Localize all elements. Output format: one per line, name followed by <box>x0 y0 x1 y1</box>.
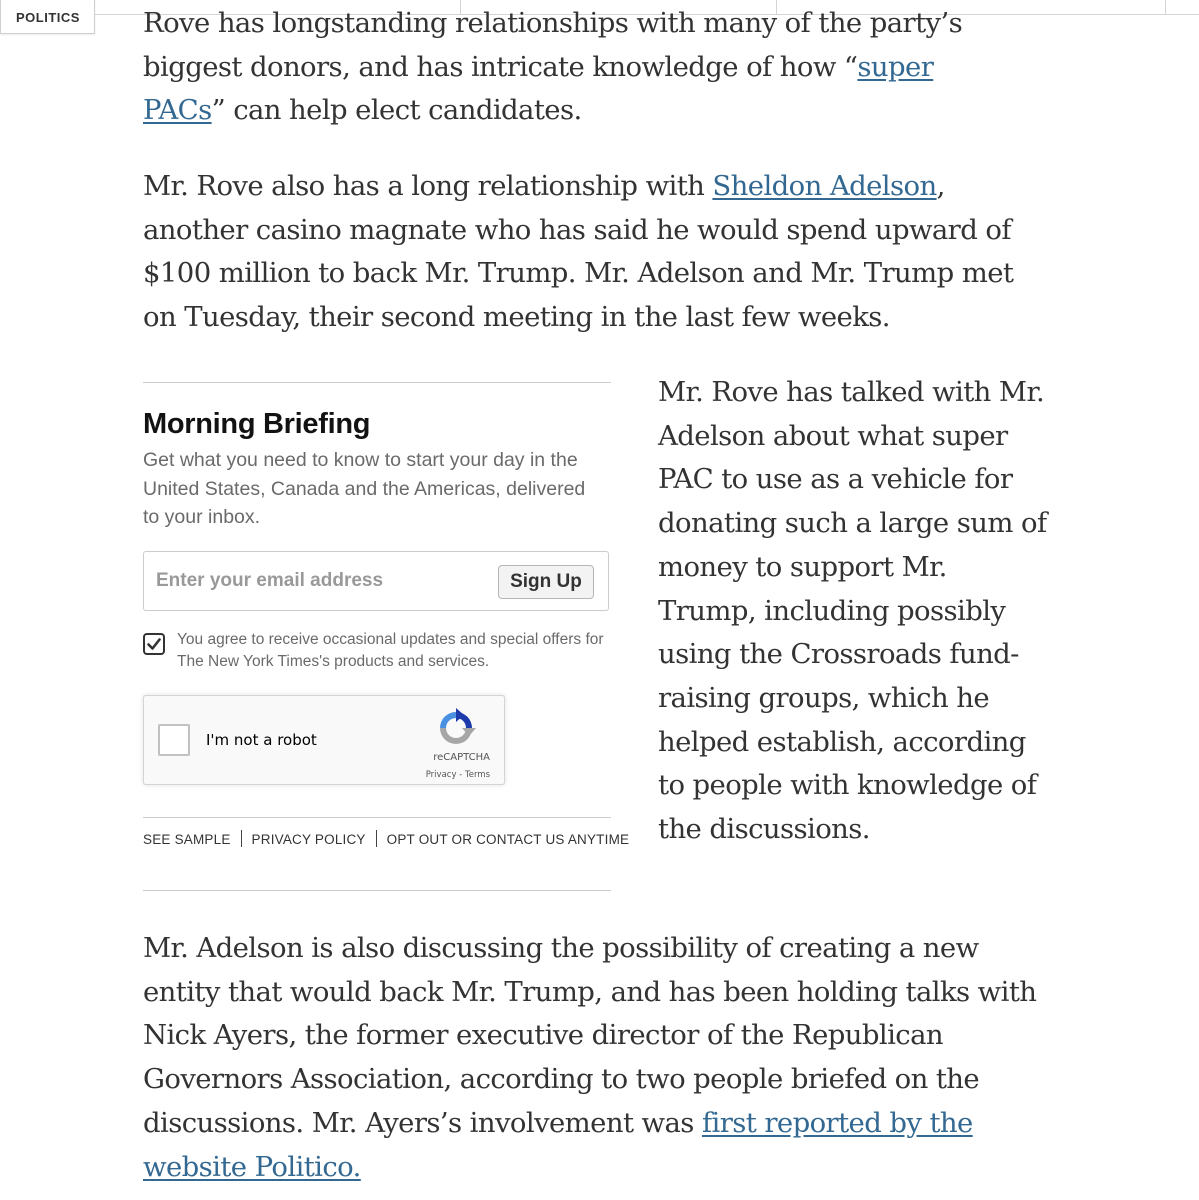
politico-report-link[interactable]: first reported by the website Politico. <box>143 1106 973 1183</box>
top-bar-divider <box>1165 0 1166 14</box>
divider <box>143 890 611 891</box>
recaptcha-links <box>426 770 490 780</box>
email-input[interactable] <box>156 564 486 598</box>
opt-out-contact-link[interactable]: OPT OUT OR CONTACT US ANYTIME <box>386 832 630 847</box>
link-separator <box>376 830 377 847</box>
sign-up-button[interactable]: Sign Up <box>498 565 594 599</box>
newsletter-footer-links <box>143 830 629 847</box>
sheldon-adelson-link[interactable]: Sheldon Adelson <box>712 170 937 202</box>
recaptcha-label: I'm not a robot <box>206 731 317 749</box>
paragraph-text: Rove has longstanding relationships with many of the party’s biggest donors, and has intricate knowledge of how “ <box>143 7 963 83</box>
recaptcha-widget <box>143 695 505 785</box>
recaptcha-logo-icon <box>436 708 476 748</box>
consent-checkbox[interactable] <box>143 633 165 655</box>
article-paragraph <box>143 927 1043 1189</box>
paragraph-text: ” can help elect candidates. <box>211 94 582 127</box>
recaptcha-privacy-link[interactable]: Privacy <box>425 770 457 780</box>
newsletter-description: Get what you need to know to start your day in the United States, Canada and the Americas, delivered to your inbox. <box>143 449 586 528</box>
newsletter-title: Morning Briefing <box>143 408 371 440</box>
paragraph-text: , another casino magnate who has said he would spend upward of $100 million to back Mr. Trump. Mr. Adelson and Mr. Trump met on Tuesday, their second meeting in the last few weeks. <box>143 170 1014 334</box>
article-paragraph <box>143 2 1023 133</box>
email-signup-form <box>143 551 609 611</box>
link-separator <box>241 830 242 847</box>
recaptcha-terms-link[interactable]: Terms <box>464 770 490 780</box>
see-sample-link[interactable]: SEE SAMPLE <box>143 832 231 847</box>
paragraph-text: Mr. Rove also has a long relationship with <box>143 170 713 202</box>
divider <box>143 817 611 818</box>
article-paragraph <box>143 165 1043 340</box>
article-paragraph: Mr. Rove has talked with Mr. Adelson about what super PAC to use as a vehicle for donating such a large sum of money to support Mr. Trump, including possibly using the Crossroads fund-raising groups, which he helped establish, according to people with knowledge of the discussions. <box>658 376 1047 846</box>
recaptcha-brand: reCAPTCHA <box>433 752 490 763</box>
divider <box>143 382 611 383</box>
consent-text: You agree to receive occasional updates and special offers for The New York Times's products and services. <box>177 631 604 670</box>
recaptcha-link-separator: - <box>456 770 465 780</box>
paragraph-text: Mr. Adelson is also discussing the possibility of creating a new entity that would back Mr. Trump, and has been holding talks with Nick Ayers, the former executive director of the Republican Governors Association, according to two people briefed on the discussions. Mr. Ayers’s involvement was <box>143 932 1037 1139</box>
newsletter-signup-module <box>143 382 630 891</box>
checkmark-icon <box>146 636 162 652</box>
super-pacs-link[interactable]: super PACs <box>143 50 934 127</box>
section-tag-politics[interactable]: POLITICS <box>0 0 95 34</box>
privacy-policy-link[interactable]: PRIVACY POLICY <box>251 832 366 847</box>
recaptcha-checkbox[interactable] <box>158 724 190 756</box>
